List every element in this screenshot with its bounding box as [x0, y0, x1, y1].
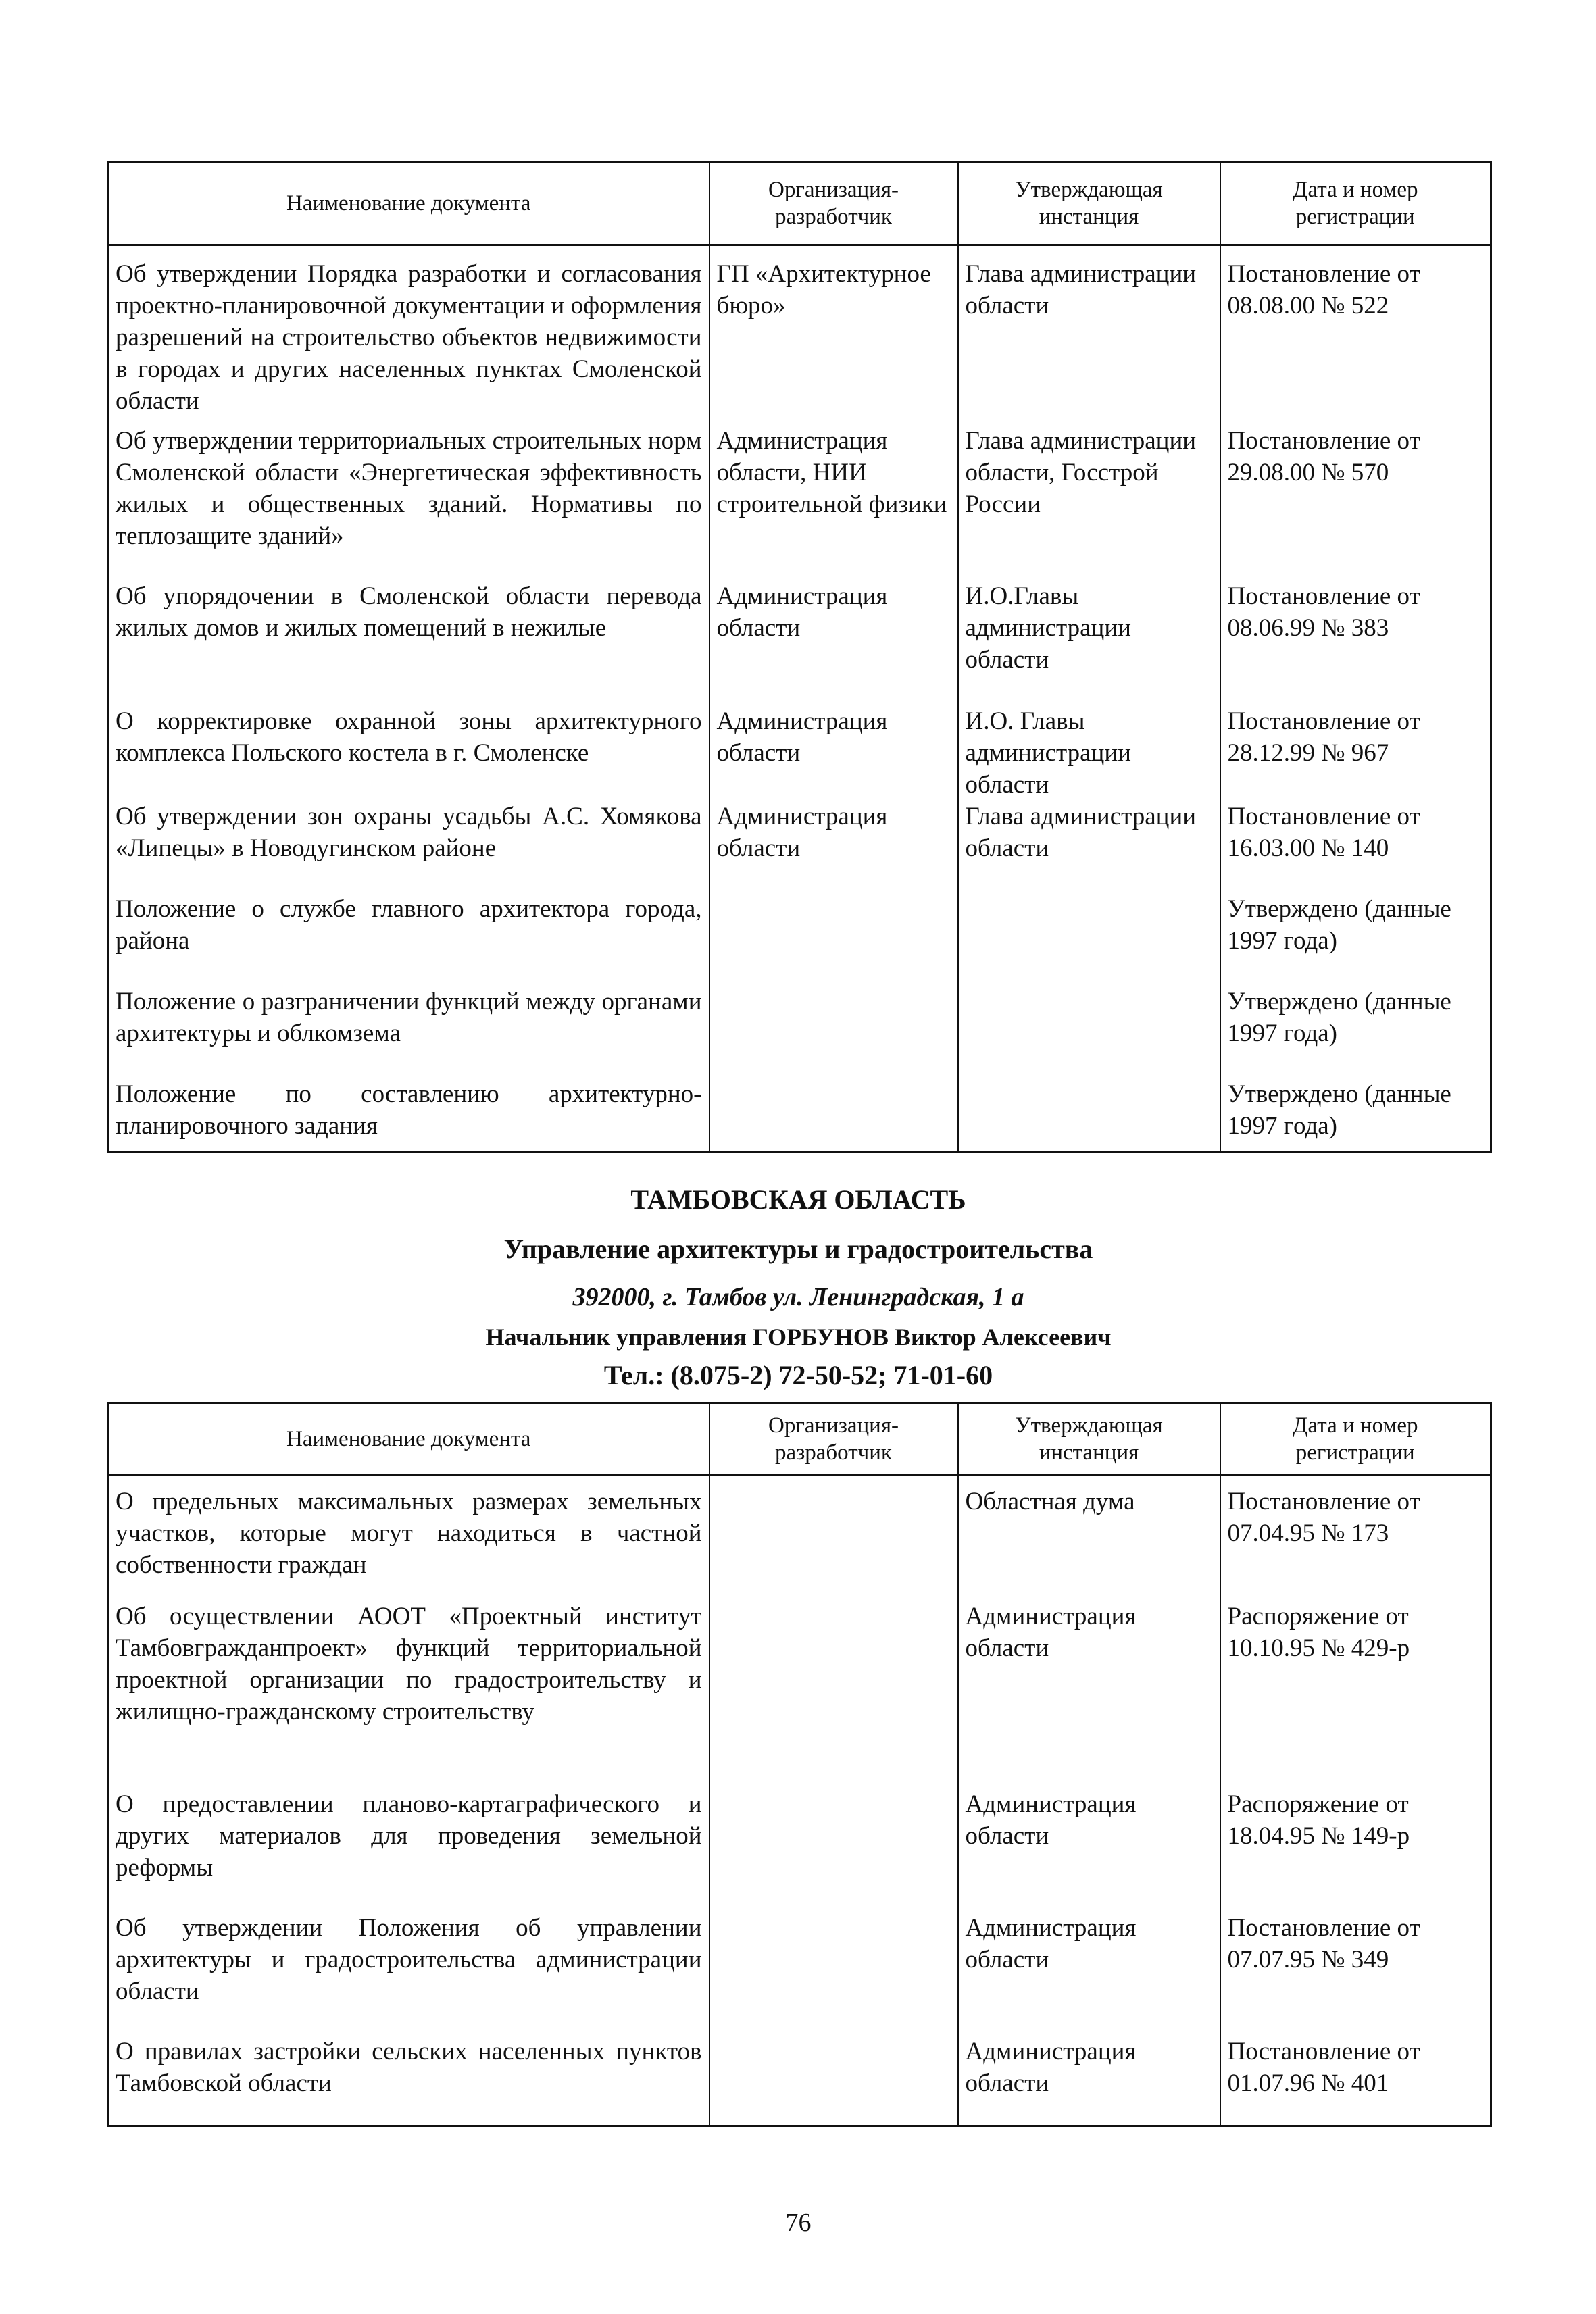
doc-authority: И.О. Главы администрации области	[958, 705, 1220, 801]
doc-date: Постановление от 28.12.99 № 967	[1220, 705, 1491, 801]
table-row	[108, 2036, 1491, 2126]
department-head: Начальник управления ГОРБУНОВ Виктор Алексеевич	[485, 1324, 1112, 1351]
doc-authority	[958, 893, 1220, 986]
doc-date: Утверждено (данные 1997 года)	[1220, 893, 1491, 986]
doc-authority: Администрация области	[958, 1788, 1220, 1912]
table-row	[108, 1788, 1491, 1912]
department-phone: Тел.: (8.075-2) 72-50-52; 71-01-60	[603, 1360, 993, 1390]
doc-name: Об утверждении зон охраны усадьбы А.С. Хомякова «Липецы» в Новодугинском районе	[108, 801, 709, 893]
doc-org	[709, 1078, 958, 1153]
doc-org	[709, 1601, 958, 1788]
department-address: 392000, г. Тамбов ул. Ленинградская, 1 а	[572, 1283, 1024, 1311]
doc-name: Об утверждении Порядка разработки и согласования проектно-планировочной документации и оформления разрешений на строительство объектов недвижимости в городах и других населенных пунктах Смоленской области	[108, 245, 709, 425]
doc-name: О предоставлении планово-картаграфического и других материалов для проведения земельной реформы	[108, 1788, 709, 1912]
doc-name: Об упорядочении в Смоленской области перевода жилых домов и жилых помещений в нежилые	[108, 580, 709, 705]
doc-org: Администрация области	[709, 801, 958, 893]
doc-name: О предельных максимальных размерах земельных участков, которые могут находиться в частной собственности граждан	[108, 1476, 709, 1601]
doc-org	[709, 1476, 958, 1601]
table-header-row	[108, 1403, 1491, 1476]
doc-date: Постановление от 07.07.95 № 349	[1220, 1912, 1491, 2036]
documents-table-tambov	[107, 1402, 1492, 2127]
table-row	[108, 1601, 1491, 1788]
doc-authority	[958, 986, 1220, 1078]
doc-date: Постановление от 01.07.96 № 401	[1220, 2036, 1491, 2126]
doc-date: Утверждено (данные 1997 года)	[1220, 1078, 1491, 1153]
doc-authority: Глава администрации области, Госстрой России	[958, 425, 1220, 580]
col-header-name: Наименование документа	[108, 162, 709, 245]
table-header-row	[108, 162, 1491, 245]
col-header-org: Организация- разработчик	[709, 1403, 958, 1476]
doc-date: Постановление от 29.08.00 № 570	[1220, 425, 1491, 580]
doc-authority: Глава администрации области	[958, 245, 1220, 425]
doc-date: Постановление от 08.08.00 № 522	[1220, 245, 1491, 425]
doc-name: О правилах застройки сельских населенных пунктов Тамбовской области	[108, 2036, 709, 2126]
doc-org: Администрация области	[709, 580, 958, 705]
doc-date: Постановление от 07.04.95 № 173	[1220, 1476, 1491, 1601]
doc-name: О корректировке охранной зоны архитектурного комплекса Польского костела в г. Смоленске	[108, 705, 709, 801]
col-header-name: Наименование документа	[108, 1403, 709, 1476]
doc-authority	[958, 1078, 1220, 1153]
doc-org	[709, 893, 958, 986]
doc-date: Распоряжение от 10.10.95 № 429-р	[1220, 1601, 1491, 1788]
table-row	[108, 893, 1491, 986]
doc-name: Об осуществлении АООТ «Проектный институт Тамбовгражданпроект» функций территориальной проектной организации по градостроительству и жилищно-гражданскому строительству	[108, 1601, 709, 1788]
table-row	[108, 580, 1491, 705]
col-header-authority: Утверждающая инстанция	[958, 1403, 1220, 1476]
doc-name: Положение о разграничении функций между органами архитектуры и облкомзема	[108, 986, 709, 1078]
doc-date: Распоряжение от 18.04.95 № 149-р	[1220, 1788, 1491, 1912]
doc-org: ГП «Архитектурное бюро»	[709, 245, 958, 425]
doc-date: Утверждено (данные 1997 года)	[1220, 986, 1491, 1078]
col-header-org: Организация- разработчик	[709, 162, 958, 245]
doc-authority: Областная дума	[958, 1476, 1220, 1601]
table-row	[108, 705, 1491, 801]
table-row	[108, 245, 1491, 425]
doc-org: Администрация области	[709, 705, 958, 801]
doc-authority: Администрация области	[958, 1912, 1220, 2036]
doc-authority: И.О.Главы администрации области	[958, 580, 1220, 705]
table-row	[108, 1078, 1491, 1153]
doc-org	[709, 1788, 958, 1912]
doc-authority: Администрация области	[958, 1601, 1220, 1788]
doc-org	[709, 1912, 958, 2036]
page-number: 76	[785, 2209, 812, 2237]
doc-name: Положение по составлению архитектурно-планировочного задания	[108, 1078, 709, 1153]
col-header-date: Дата и номер регистрации	[1220, 1403, 1491, 1476]
doc-name: Положение о службе главного архитектора города, района	[108, 893, 709, 986]
department-title: Управление архитектуры и градостроительства	[503, 1234, 1093, 1264]
doc-date: Постановление от 08.06.99 № 383	[1220, 580, 1491, 705]
doc-authority: Глава администрации области	[958, 801, 1220, 893]
col-header-date: Дата и номер регистрации	[1220, 162, 1491, 245]
doc-org: Администрация области, НИИ строительной физики	[709, 425, 958, 580]
table-row	[108, 986, 1491, 1078]
table-row	[108, 801, 1491, 893]
table-row	[108, 425, 1491, 580]
doc-authority: Администрация области	[958, 2036, 1220, 2126]
doc-name: Об утверждении территориальных строительных норм Смоленской области «Энергетическая эффективность жилых и общественных зданий. Нормативы по теплозащите зданий»	[108, 425, 709, 580]
table-row	[108, 1476, 1491, 1601]
col-header-authority: Утверждающая инстанция	[958, 162, 1220, 245]
documents-table-smolensk	[107, 161, 1492, 1153]
region-title: ТАМБОВСКАЯ ОБЛАСТЬ	[630, 1184, 966, 1215]
doc-name: Об утверждении Положения об управлении архитектуры и градостроительства администрации области	[108, 1912, 709, 2036]
doc-org	[709, 2036, 958, 2126]
doc-org	[709, 986, 958, 1078]
table-row	[108, 1912, 1491, 2036]
doc-date: Постановление от 16.03.00 № 140	[1220, 801, 1491, 893]
